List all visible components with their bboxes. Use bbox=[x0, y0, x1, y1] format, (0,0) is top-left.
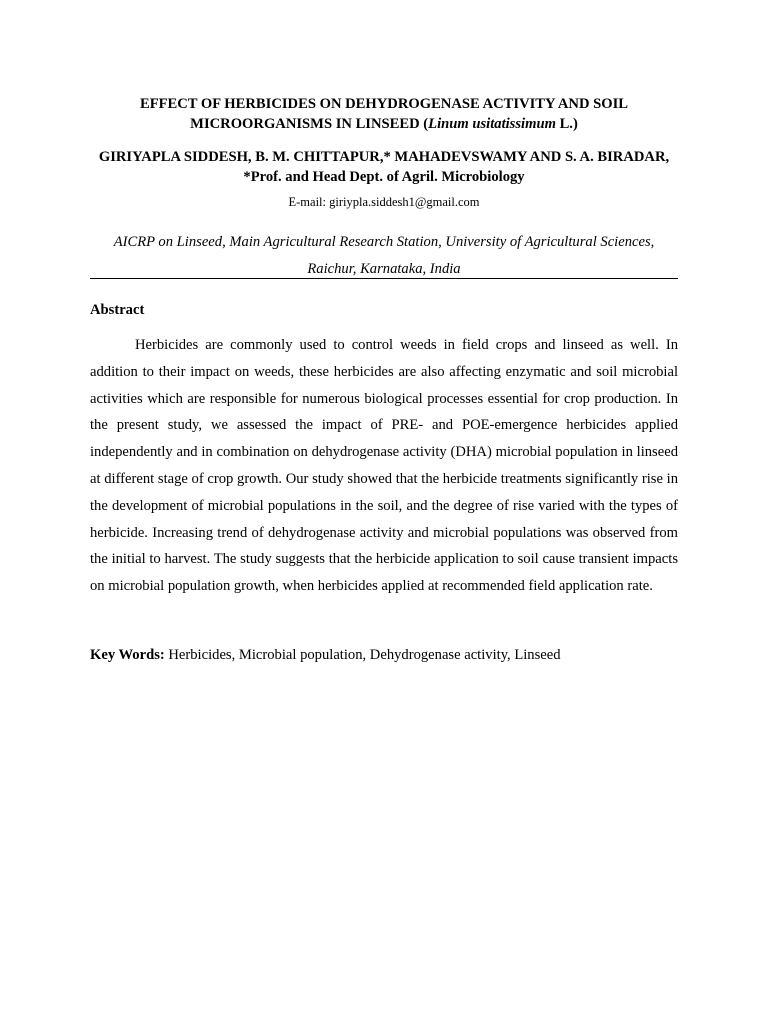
species-name: Linum usitatissimum bbox=[428, 116, 556, 132]
contact-email: E-mail: giriypla.siddesh1@gmail.com bbox=[288, 195, 480, 209]
abstract-body: Herbicides are commonly used to control weeds in field crops and linseed as well. In addition to their impact on weeds, these herbicides are also affecting enzymatic and soil microbial activities which are responsible for numerous biological processes essential for crop production. In the present study, we assessed the impact of PRE- and POE-emergence herbicides applied independently and in combination on dehydrogenase activity (DHA) microbial population in linseed at different stage of crop growth. Our study showed that the herbicide treatments significantly rise in the development of microbial populations in the soil, and the degree of rise varied with the types of herbicide. Increasing trend of dehydrogenase activity and microbial populations was observed from the initial to harvest. The study suggests that the herbicide application to soil cause transient impacts on microbial population growth, when herbicides applied at recommended field application rate. bbox=[90, 337, 678, 595]
title-line-2 bbox=[90, 114, 678, 134]
keywords-text: Herbicides, Microbial population, Dehydrogenase activity, Linseed bbox=[164, 647, 561, 663]
paper-title bbox=[90, 94, 678, 134]
title-line-1: EFFECT OF HERBICIDES ON DEHYDROGENASE ACTIVITY AND SOIL bbox=[139, 96, 629, 112]
author-names: GIRIYAPLA SIDDESH, B. M. CHITTAPUR,* MAHADEVSWAMY AND S. A. BIRADAR, bbox=[98, 149, 670, 165]
abstract-heading: Abstract bbox=[90, 302, 145, 318]
affiliation bbox=[90, 229, 678, 283]
header-divider bbox=[90, 278, 678, 279]
affiliation-line-1: AICRP on Linseed, Main Agricultural Research Station, University of Agricultural Sciences, bbox=[113, 234, 655, 250]
author-block bbox=[90, 147, 678, 187]
keywords bbox=[90, 645, 678, 665]
title-line-2-suffix: L.) bbox=[555, 116, 578, 132]
affiliation-line-2: Raichur, Karnataka, India bbox=[307, 261, 461, 277]
keywords-label: Key Words: bbox=[90, 647, 165, 663]
title-line-2-prefix: MICROORGANISMS IN LINSEED ( bbox=[190, 116, 429, 132]
author-designation: *Prof. and Head Dept. of Agril. Microbiology bbox=[243, 169, 525, 185]
